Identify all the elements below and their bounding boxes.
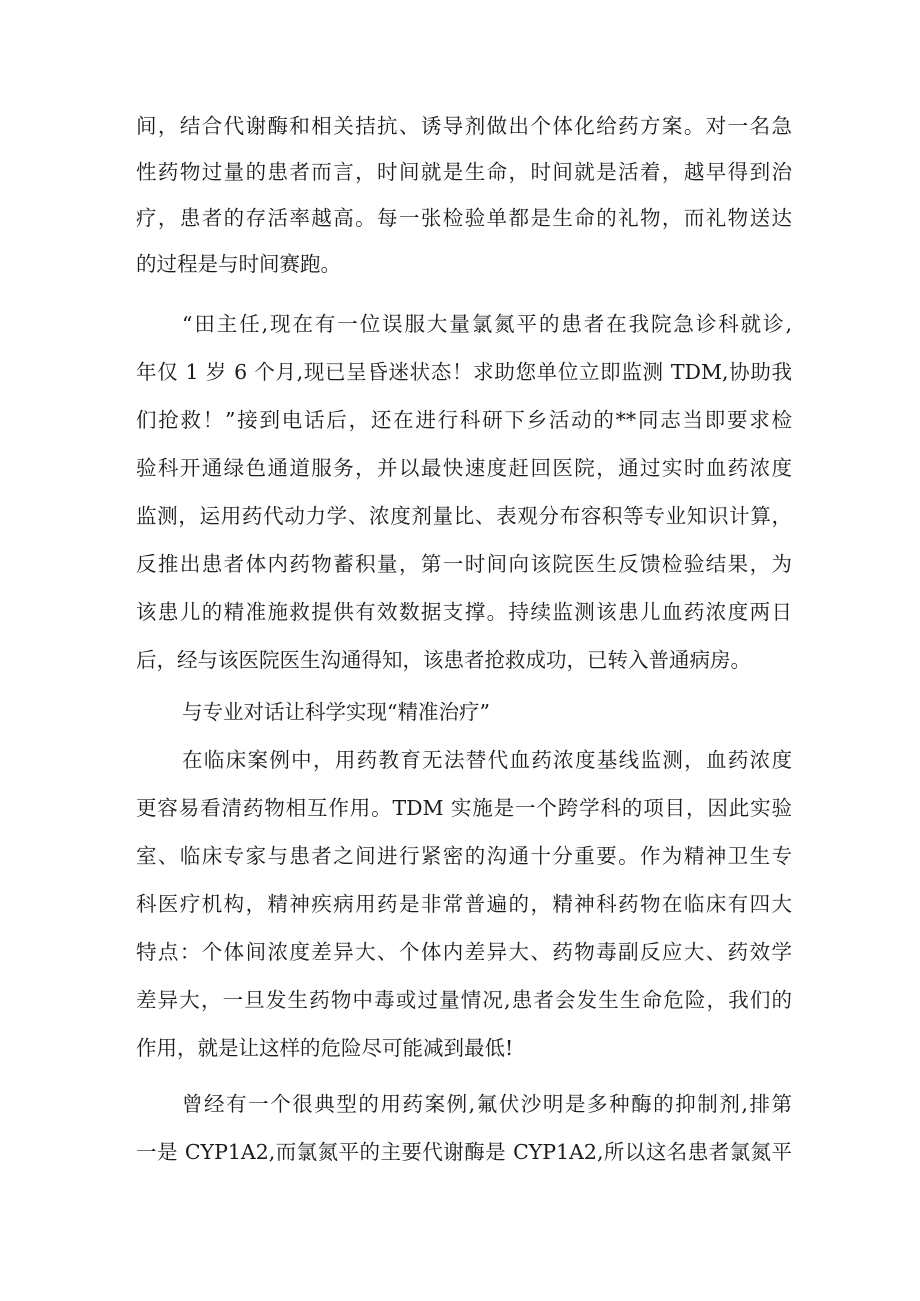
paragraph-2-line-1: “田主任,现在有一位误服大量氯氮平的患者在我院急诊科就诊,: [182, 312, 792, 336]
paragraph-2-line-6: 反推出患者体内药物蓄积量，第一时间向该院医生反馈检验结果，为: [136, 552, 792, 576]
paragraph-1-line-4: 的过程是与时间赛跑。: [136, 252, 341, 276]
paragraph-1-line-2: 性药物过量的患者而言，时间就是生命，时间就是活着，越早得到治: [136, 160, 792, 184]
paragraph-4-line-2: 一是 CYP1A2,而氯氮平的主要代谢酶是 CYP1A2,所以这名患者氯氮平: [136, 1140, 792, 1164]
section-heading: 与专业对话让科学实现“精准治疗”: [182, 700, 490, 724]
paragraph-4-line-1: 曾经有一个很典型的用药案例,氟伏沙明是多种酶的抑制剂,排第: [182, 1092, 792, 1116]
paragraph-3-line-6: 差异大，一旦发生药物中毒或过量情况,患者会发生生命危险，我们的: [136, 988, 792, 1012]
paragraph-2-line-3: 们抢救！”接到电话后，还在进行科研下乡活动的**同志当即要求检: [136, 408, 792, 432]
paragraph-3-line-4: 科医疗机构，精神疾病用药是非常普遍的，精神科药物在临床有四大: [136, 892, 792, 916]
paragraph-3-line-1: 在临床案例中，用药教育无法替代血药浓度基线监测，血药浓度: [182, 748, 792, 772]
paragraph-2-line-7: 该患儿的精准施救提供有效数据支撑。持续监测该患儿血药浓度两日: [136, 600, 792, 624]
paragraph-2-line-5: 监测，运用药代动力学、浓度剂量比、表观分布容积等专业知识计算，: [136, 504, 792, 528]
paragraph-3-line-2: 更容易看清药物相互作用。TDM 实施是一个跨学科的项目，因此实验: [136, 796, 792, 820]
paragraph-3-line-7: 作用，就是让这样的危险尽可能减到最低!: [136, 1036, 514, 1060]
paragraph-1-line-3: 疗，患者的存活率越高。每一张检验单都是生命的礼物，而礼物送达: [136, 206, 792, 230]
paragraph-2-line-8: 后，经与该医院医生沟通得知，该患者抢救成功，已转入普通病房。: [136, 648, 751, 672]
paragraph-3-line-5: 特点：个体间浓度差异大、个体内差异大、药物毒副反应大、药效学: [136, 940, 792, 964]
paragraph-3-line-3: 室、临床专家与患者之间进行紧密的沟通十分重要。作为精神卫生专: [136, 844, 792, 868]
paragraph-2-line-4: 验科开通绿色通道服务，并以最快速度赶回医院，通过实时血药浓度: [136, 456, 792, 480]
paragraph-2-line-2: 年仅 1 岁 6 个月,现已呈昏迷状态！求助您单位立即监测 TDM,协助我: [136, 360, 792, 384]
paragraph-1-line-1: 间，结合代谢酶和相关拮抗、诱导剂做出个体化给药方案。对一名急: [136, 114, 792, 138]
